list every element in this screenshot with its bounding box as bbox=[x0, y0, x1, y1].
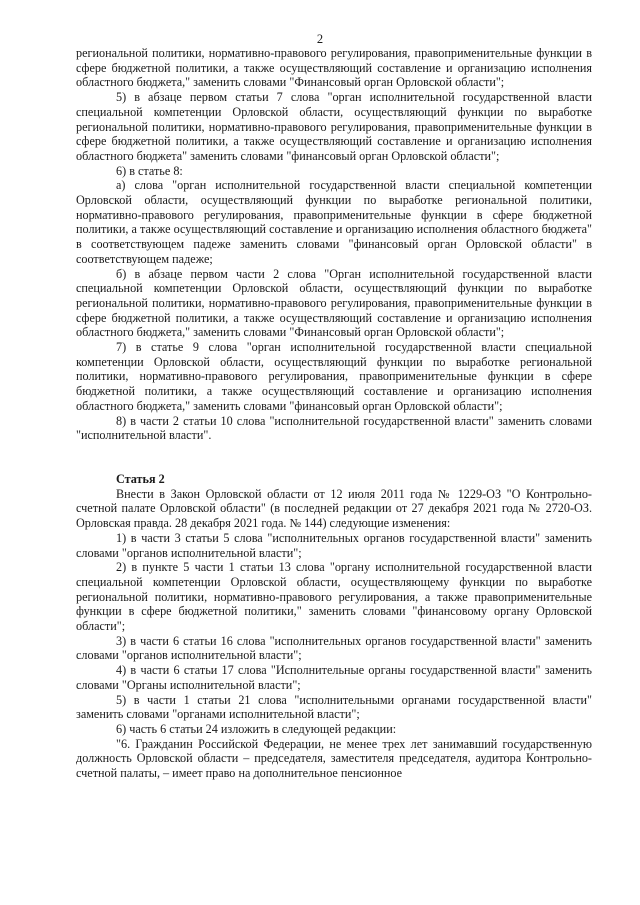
paragraph: а) слова "орган исполнительной государственной власти специальной компетенции Орловской области, осуществляющий функции по выработке региональной политики, нормативно-правового регулирования, правоприменительные функции в сфере бюджетной политики, а также осуществляющий составление и организацию исполнения областного бюджета" в соответствующем падеже заменить словами "финансовый орган Орловской области" в соответствующем падеже; bbox=[76, 178, 592, 266]
paragraph: Внести в Закон Орловской области от 12 июля 2011 года № 1229-ОЗ "О Контрольно-счетной палате Орловской области" (в последней редакции от 27 декабря 2021 года № 2720-ОЗ. Орловская правда. 28 декабря 2021 года. № 144) следующие изменения: bbox=[76, 486, 592, 531]
paragraph: 6) в статье 8: bbox=[116, 163, 183, 178]
paragraph: 2) в пункте 5 части 1 статьи 13 слова "органу исполнительной государственной власти специальной компетенции Орловской области, осуществляющему функции по выработке региональной политики, нормативно-правового регулирования, а также правоприменительные функции в сфере бюджетной политики," заменить словами "финансовому органу Орловской области"; bbox=[76, 560, 592, 634]
paragraph: 4) в части 6 статьи 17 слова "Исполнительные органы государственной власти" заменить словами "Органы исполнительной власти"; bbox=[76, 663, 592, 692]
paragraph: 1) в части 3 статьи 5 слова "исполнительных органов государственной власти" заменить словами "органов исполнительной власти"; bbox=[76, 530, 592, 560]
paragraph: 5) в абзаце первом статьи 7 слова "орган исполнительной государственной власти специальной компетенции Орловской области, осуществляющий функции по выработке региональной политики, нормативно-правового регулирования, правоприменительные функции в сфере бюджетной политики, а также осуществляющий составление и организацию исполнения областного бюджета" заменить словами "финансовый орган Орловской области"; bbox=[76, 90, 592, 163]
paragraph: "6. Гражданин Российской Федерации, не менее трех лет занимавший государственную должность Орловской области – председателя, заместителя председателя, аудитора Контрольно-счетной палаты, – имеет право на дополнительное пенсионное bbox=[76, 736, 592, 781]
article-heading: Статья 2 bbox=[116, 471, 165, 486]
paragraph: 7) в статье 9 слова "орган исполнительной государственной власти специальной компетенции Орловской области, осуществляющий функции по выработке региональной политики, нормативно-правового регулирования, правоприменительные функции в сфере бюджетной политики, а также осуществляющий составление и организацию исполнения областного бюджета," заменить словами "финансовый орган Орловской области"; bbox=[76, 340, 592, 413]
paragraph: 5) в части 1 статьи 21 слова "исполнительными органами государственной власти" заменить словами "органами исполнительной власти"; bbox=[76, 692, 592, 722]
paragraph: 3) в части 6 статьи 16 слова "исполнительных органов государственной власти" заменить словами "органов исполнительной власти"; bbox=[76, 633, 592, 663]
section-article-1-continuation bbox=[76, 46, 592, 443]
paragraph: б) в абзаце первом части 2 слова "Орган исполнительной государственной власти специальной компетенции Орловской области, осуществляющий функции по выработке региональной политики, нормативно-правового регулирования, правоприменительные функции в сфере бюджетной политики, а также осуществляющий составление и организацию исполнения областного бюджета," заменить словами "Финансовый орган Орловской области"; bbox=[76, 266, 592, 340]
paragraph: 8) в части 2 статьи 10 слова "исполнительной государственной власти" заменить словами "исполнительной власти". bbox=[76, 413, 592, 443]
document-body bbox=[76, 46, 592, 781]
paragraph: региональной политики, нормативно-правового регулирования, правоприменительные функции в сфере бюджетной политики, а также осуществляющий составление и организацию исполнения областного бюджета," заменить словами "Финансовый орган Орловской области"; bbox=[76, 46, 592, 90]
paragraph: 6) часть 6 статьи 24 изложить в следующей редакции: bbox=[116, 721, 397, 736]
section-article-2 bbox=[76, 487, 592, 781]
page-number: 2 bbox=[316, 32, 324, 46]
